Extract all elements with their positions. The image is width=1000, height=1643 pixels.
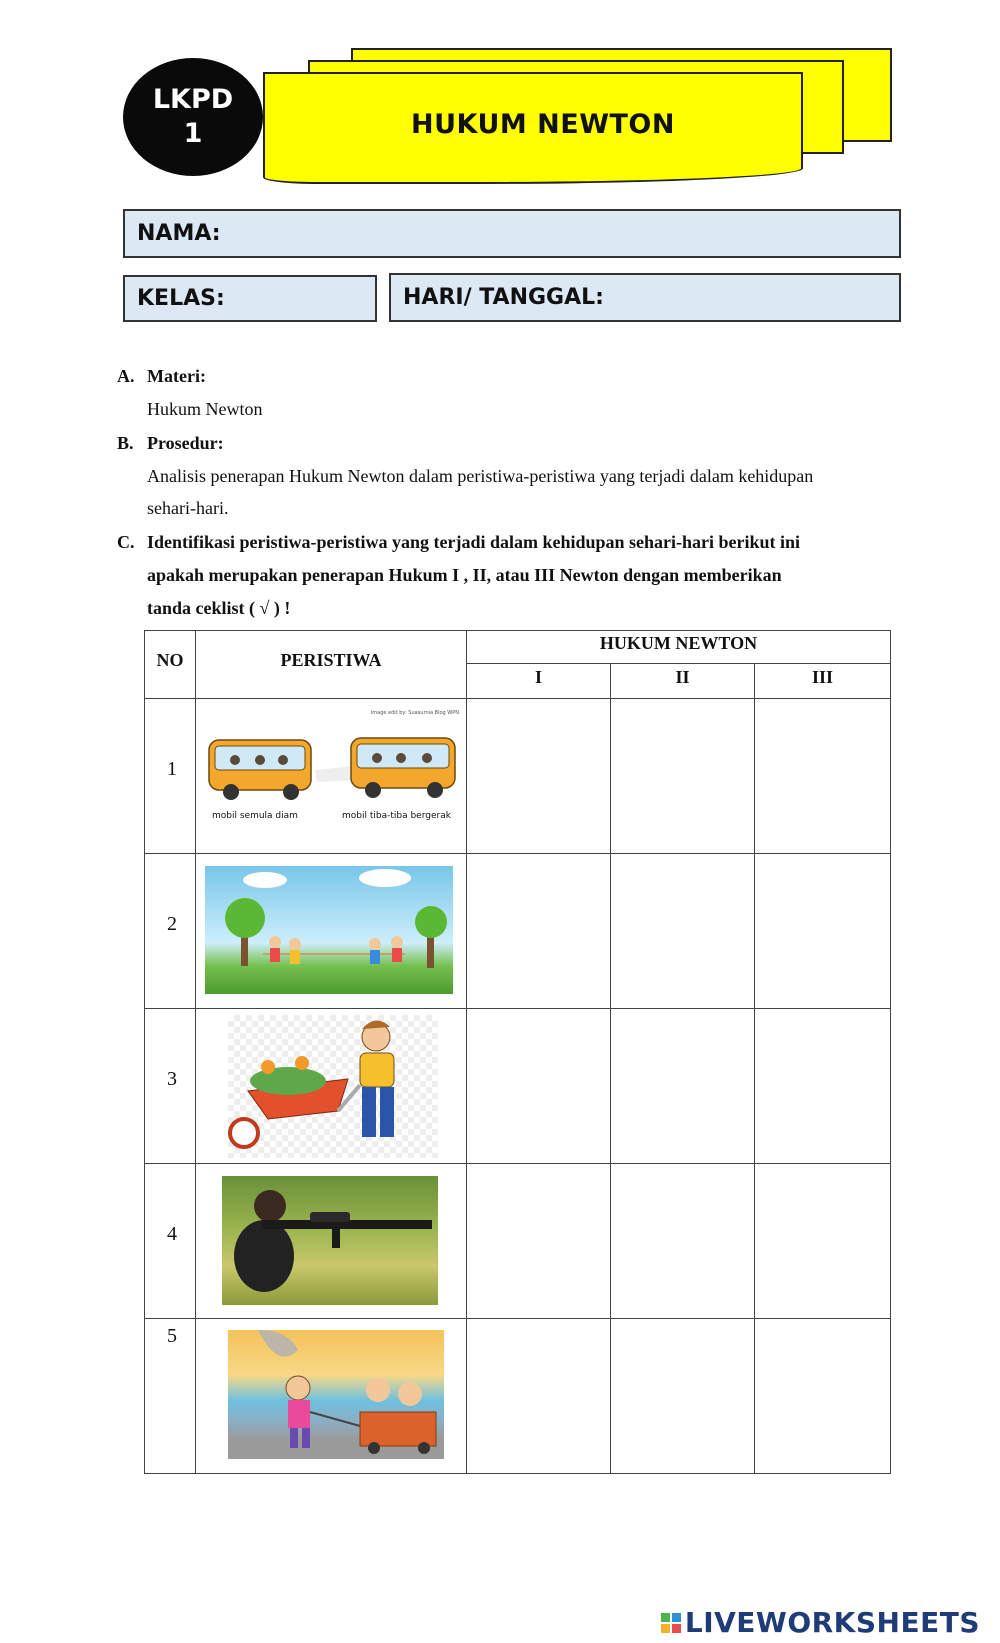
hari-tanggal-field[interactable] (389, 273, 901, 322)
hari-tanggal-label: HARI/ TANGGAL: (403, 285, 604, 310)
answer-cell-2-iii[interactable] (755, 854, 890, 1008)
bus-icon (205, 710, 461, 820)
kelas-field[interactable] (123, 275, 377, 322)
section-b-letter: B. (117, 433, 134, 453)
answer-cell-1-i[interactable] (467, 699, 610, 853)
section-a-letter: A. (117, 366, 135, 386)
row-number-5: 5 (167, 1325, 177, 1347)
tug-of-war-illustration (205, 866, 453, 994)
title-banner (263, 72, 803, 184)
answer-cell-1-ii[interactable] (611, 699, 754, 853)
header-no: NO (156, 650, 184, 670)
answer-cell-4-ii[interactable] (611, 1164, 754, 1318)
section-b-body-line1: Analisis penerapan Hukum Newton dalam peristiwa-peristiwa yang terjadi dalam kehidupan (147, 466, 814, 486)
answer-cell-2-ii[interactable] (611, 854, 754, 1008)
kelas-label: KELAS: (137, 286, 225, 311)
caption-right: mobil tiba-tiba bergerak (342, 811, 451, 821)
row-number-1: 1 (167, 758, 177, 780)
rifle-shooting-photo (222, 1176, 438, 1305)
answer-cell-3-iii[interactable] (755, 1009, 890, 1163)
answer-cell-4-iii[interactable] (755, 1164, 890, 1318)
answer-cell-5-i[interactable] (467, 1319, 610, 1473)
section-b-title: Prosedur: (147, 433, 224, 453)
section-c-line3: tanda ceklist ( √ ) ! (147, 598, 291, 618)
cart-icon (228, 1330, 444, 1459)
header-hukum-iii: III (811, 667, 833, 687)
caption-left: mobil semula diam (212, 811, 298, 821)
header-hukum-i: I (534, 667, 542, 687)
tug-of-war-icon (205, 866, 453, 994)
nama-label: NAMA: (137, 221, 221, 246)
section-c-letter: C. (117, 532, 135, 552)
cart-pulling-illustration (228, 1330, 444, 1459)
answer-cell-4-i[interactable] (467, 1164, 610, 1318)
lkpd-badge (123, 58, 263, 176)
section-c-line2: apakah merupakan penerapan Hukum I , II, atau III Newton dengan memberikan (147, 565, 782, 585)
image-credit: Image edit by: Suasurnia Blog WPN (370, 710, 459, 716)
liveworksheets-logo (661, 1606, 980, 1639)
section-a-body: Hukum Newton (147, 399, 263, 419)
page-title: HUKUM NEWTON (411, 108, 675, 140)
section-c-line1: Identifikasi peristiwa-peristiwa yang terjadi dalam kehidupan sehari-hari berikut ini (147, 532, 801, 552)
logo-icon (661, 1613, 681, 1633)
answer-cell-5-iii[interactable] (755, 1319, 890, 1473)
answer-cell-2-i[interactable] (467, 854, 610, 1008)
badge-number: 1 (183, 118, 203, 149)
section-a-title: Materi: (147, 366, 206, 386)
watermark-text: LIVEWORKSHEETS (684, 1606, 980, 1639)
answer-cell-5-ii[interactable] (611, 1319, 754, 1473)
nama-field[interactable] (123, 209, 901, 258)
header-hukum-ii: II (675, 667, 690, 687)
bus-illustration (205, 710, 461, 845)
header-hukum-newton: HUKUM NEWTON (599, 633, 758, 653)
section-b-body-line2: sehari-hari. (147, 498, 229, 518)
answer-cell-3-i[interactable] (467, 1009, 610, 1163)
row-number-4: 4 (167, 1223, 177, 1245)
wheelbarrow-icon (228, 1015, 438, 1158)
header-peristiwa: PERISTIWA (280, 650, 382, 670)
wheelbarrow-illustration (228, 1015, 438, 1158)
answer-cell-1-iii[interactable] (755, 699, 890, 853)
rifle-icon (222, 1176, 438, 1305)
badge-label: LKPD (152, 84, 234, 115)
row-number-3: 3 (167, 1068, 177, 1090)
answer-cell-3-ii[interactable] (611, 1009, 754, 1163)
row-number-2: 2 (167, 913, 177, 935)
